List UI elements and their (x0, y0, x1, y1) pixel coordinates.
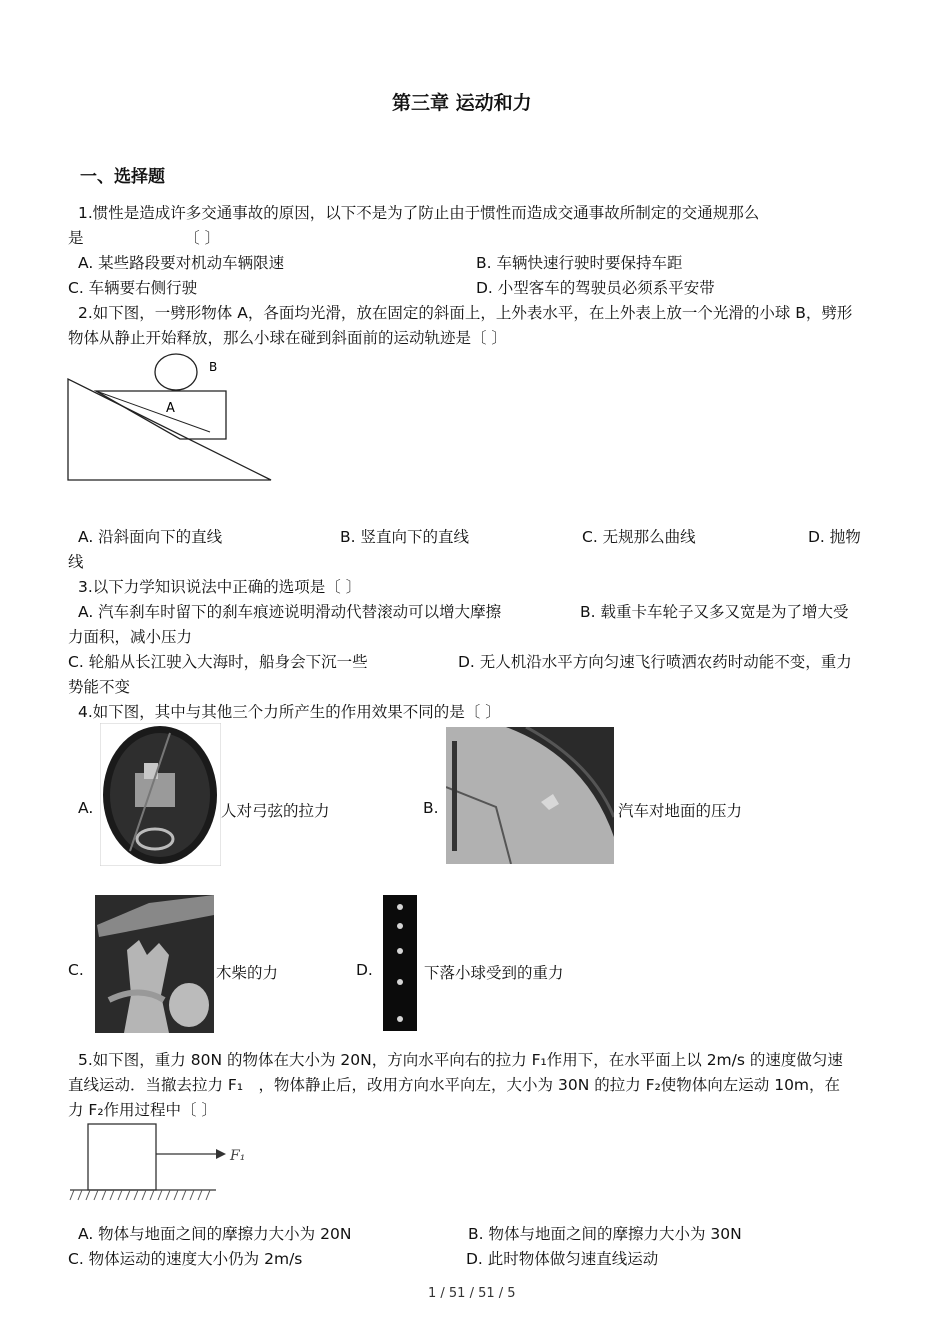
q2-stem-line1: 2.如下图，一劈形物体 A，各面均光滑，放在固定的斜面上，上外表水平，在上外表上放一个光滑的小球 B，劈形 (78, 304, 853, 322)
q2-option-d-cont: 线 (68, 553, 84, 571)
label-a: A (166, 401, 175, 416)
q5-option-d: D. 此时物体做匀速直线运动 (466, 1250, 659, 1268)
wood-photo (89, 895, 214, 1033)
q5-stem-line3: 力 F₂作用过程中〔 〕 (68, 1101, 217, 1119)
q4-option-b-letter: B. (423, 799, 439, 817)
q4-stem: 4.如下图，其中与其他三个力所产生的作用效果不同的是〔 〕 (78, 703, 501, 721)
page-title: 第三章 运动和力 (392, 92, 532, 114)
q5-option-b: B. 物体与地面之间的摩擦力大小为 30N (468, 1225, 742, 1243)
q4-option-d-text: 下落小球受到的重力 (424, 964, 564, 982)
q1-stem-line2: 是 〔 〕 (68, 229, 221, 247)
q4-option-a-letter: A. (78, 799, 94, 817)
q1-option-d: D. 小型客车的驾驶员必须系平安带 (476, 279, 715, 297)
q4-option-b-text: 汽车对地面的压力 (618, 802, 743, 820)
block (88, 1124, 156, 1190)
page-number: 1 / 51 / 51 / 5 (428, 1286, 516, 1301)
q3-option-a: A. 汽车刹车时留下的刹车痕迹说明滑动代替滚动可以增大摩擦 (78, 603, 502, 621)
q2-option-a: A. 沿斜面向下的直线 (78, 528, 223, 546)
q2-option-d: D. 抛物 (808, 528, 861, 546)
force-arrow-head (216, 1149, 226, 1159)
ball-b (155, 354, 197, 390)
q5-stem-line2: 直线运动．当撤去拉力 F₁ ，物体静止后，改用方向水平向左，大小为 30N 的拉力 F₂使物体向左运动 10m，在 (68, 1076, 841, 1094)
label-b: B (209, 360, 218, 374)
q4-option-d-letter: D. (356, 961, 373, 979)
q1-option-a: A. 某些路段要对机动车辆限速 (78, 254, 285, 272)
q3-option-b: B. 载重卡车轮子又多又宽是为了增大受 (580, 603, 849, 621)
q2-stem-line2: 物体从静止开始释放，那么小球在碰到斜面前的运动轨迹是〔 〕 (68, 329, 507, 347)
q1-option-b: B. 车辆快速行驶时要保持车距 (476, 254, 683, 272)
ground-hatching (70, 1190, 210, 1200)
q1-option-c: C. 车辆要右侧行驶 (68, 279, 198, 297)
q4-option-a-text: 人对弓弦的拉力 (221, 802, 330, 820)
incline-contact-line (96, 391, 210, 432)
q5-block-figure (66, 1118, 256, 1210)
q4-option-c-text: 木柴的力 (216, 964, 279, 982)
q5-stem-line1: 5.如下图，重力 80N 的物体在大小为 20N，方向水平向右的拉力 F₁作用下，在水平面上以 2m/s 的速度做匀速 (78, 1051, 843, 1069)
q3-option-b-cont: 力面积，减小压力 (68, 628, 193, 646)
q5-option-a: A. 物体与地面之间的摩擦力大小为 20N (78, 1225, 352, 1243)
q3-option-d: D. 无人机沿水平方向匀速飞行喷洒农药时动能不变，重力 (458, 653, 852, 671)
q5-option-c: C. 物体运动的速度大小仍为 2m/s (68, 1250, 303, 1268)
q3-option-c: C. 轮船从长江驶入大海时，船身会下沉一些 (68, 653, 368, 671)
section-heading: 一、选择题 (80, 167, 165, 187)
falling-ball-photo (378, 893, 422, 1033)
q4-option-c-letter: C. (68, 961, 84, 979)
q1-stem-line1: 1.惯性是造成许多交通事故的原因，以下不是为了防止由于惯性而造成交通事故所制定的交通规那么 (78, 204, 760, 222)
tire-photo (446, 727, 614, 864)
incline-triangle (68, 379, 271, 480)
q2-wedge-figure (60, 348, 280, 488)
q3-option-d-cont: 势能不变 (68, 678, 131, 696)
q2-option-c: C. 无规那么曲线 (582, 528, 696, 546)
q3-stem: 3.以下力学知识说法中正确的选项是〔 〕 (78, 578, 362, 596)
force-label: F₁ (230, 1148, 246, 1164)
bow-photo (100, 723, 221, 866)
q2-option-b: B. 竖直向下的直线 (340, 528, 469, 546)
